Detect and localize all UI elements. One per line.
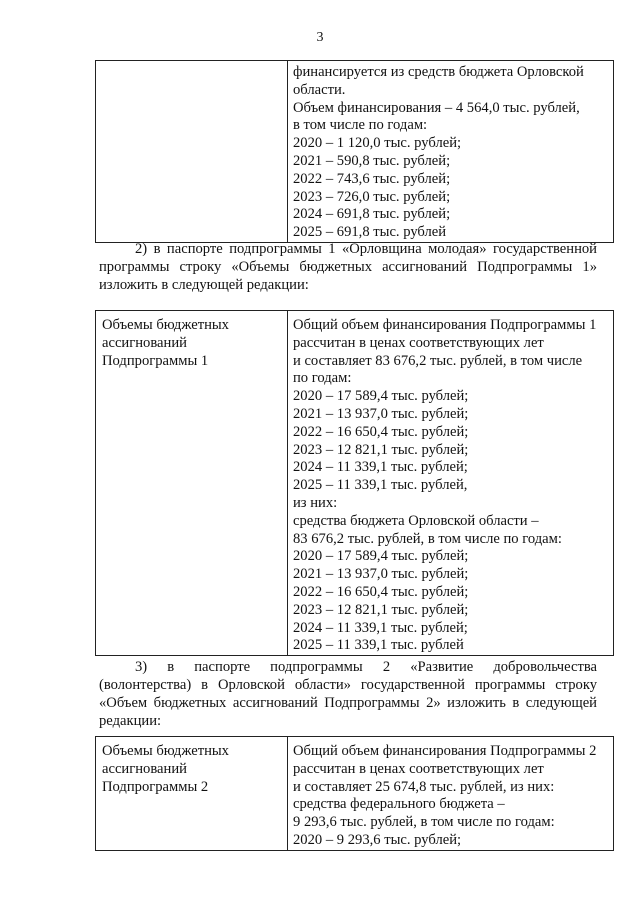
table1-line: Объем финансирования – 4 564,0 тыс. рублей, — [293, 99, 580, 116]
table3-line: Общий объем финансирования Подпрограммы 2 — [293, 743, 597, 759]
table3-label-line: Подпрограммы 2 — [102, 778, 209, 795]
table2-line: 2020 – 17 589,4 тыс. рублей; — [293, 548, 469, 565]
table2-line: и составляет 83 676,2 тыс. рублей, в том числе — [293, 352, 583, 369]
table2-line: 2021 – 13 937,0 тыс. рублей; — [293, 405, 469, 422]
table2-value-cell — [288, 311, 614, 656]
paragraph-3-line: 3) в паспорте подпрограммы 2 «Развитие добровольчества — [135, 659, 597, 675]
table2-line: из них: — [293, 494, 338, 511]
table3-line: 2020 – 9 293,6 тыс. рублей; — [293, 831, 462, 848]
table2-line: 2025 – 11 339,1 тыс. рублей, — [293, 477, 468, 494]
table2-line: 2024 – 11 339,1 тыс. рублей; — [293, 619, 468, 636]
table2-label-line: Объемы бюджетных — [102, 317, 229, 333]
paragraph-2-line: изложить в следующей редакции: — [99, 277, 309, 293]
paragraph-3-line: «Объем бюджетных ассигнований Подпрограммы 2» изложить в следующей — [99, 695, 597, 711]
table3-line: и составляет 25 674,8 тыс. рублей, из них: — [293, 778, 555, 795]
table2-line: средства бюджета Орловской области – — [293, 512, 539, 529]
table2-line: Общий объем финансирования Подпрограммы 1 — [293, 317, 597, 333]
table2-label-cell — [96, 311, 288, 656]
table2-line: рассчитан в ценах соответствующих лет — [293, 334, 544, 351]
paragraph-3-line: (волонтерства) в Орловской области» государственной программы строку — [99, 677, 597, 693]
paragraph-3-line: редакции: — [99, 713, 162, 729]
table1-line: 2021 – 590,8 тыс. рублей; — [293, 152, 451, 169]
table2-line: по годам: — [293, 370, 352, 387]
table1-line: 2020 – 1 120,0 тыс. рублей; — [293, 135, 462, 152]
table2-line: 2022 – 16 650,4 тыс. рублей; — [293, 583, 469, 600]
table1-right-cell — [288, 61, 614, 243]
paragraph-3 — [99, 658, 597, 730]
table2-line: 2023 – 12 821,1 тыс. рублей; — [293, 441, 469, 458]
table-subprogram-1-funding — [95, 310, 614, 656]
paragraph-2 — [99, 240, 597, 294]
table2-line: 2020 – 17 589,4 тыс. рублей; — [293, 388, 469, 405]
table2-label-line: ассигнований — [102, 334, 187, 351]
table2-line: 2022 – 16 650,4 тыс. рублей; — [293, 423, 469, 440]
table3-line: 9 293,6 тыс. рублей, в том числе по годам: — [293, 814, 555, 831]
table1-line: 2022 – 743,6 тыс. рублей; — [293, 170, 451, 187]
table1-left-cell — [96, 61, 288, 243]
paragraph-2-line: 2) в паспорте подпрограммы 1 «Орловщина молодая» государственной — [135, 241, 597, 257]
table2-line: 2024 – 11 339,1 тыс. рублей; — [293, 459, 468, 476]
table3-value-cell — [288, 737, 614, 851]
page-number: 3 — [316, 30, 324, 45]
table3-line: рассчитан в ценах соответствующих лет — [293, 760, 544, 777]
table-subprogram-2-funding — [95, 736, 614, 851]
table2-line: 2021 – 13 937,0 тыс. рублей; — [293, 566, 469, 583]
table1-line: в том числе по годам: — [293, 117, 428, 134]
table-continued-funding — [95, 60, 614, 243]
table3-line: средства федерального бюджета – — [293, 796, 505, 813]
table3-label-line: ассигнований — [102, 760, 187, 777]
table1-line: 2023 – 726,0 тыс. рублей; — [293, 188, 451, 205]
table1-line: 2025 – 691,8 тыс. рублей — [293, 224, 447, 241]
table3-label-line: Объемы бюджетных — [102, 743, 229, 759]
table1-line: финансируется из средств бюджета Орловской — [293, 64, 584, 80]
table1-line: 2024 – 691,8 тыс. рублей; — [293, 206, 451, 223]
table2-label-line: Подпрограммы 1 — [102, 352, 209, 369]
table2-line: 2023 – 12 821,1 тыс. рублей; — [293, 601, 469, 618]
table3-label-cell — [96, 737, 288, 851]
table2-line: 2025 – 11 339,1 тыс. рублей — [293, 637, 464, 654]
table2-line: 83 676,2 тыс. рублей, в том числе по годам: — [293, 530, 562, 547]
table1-line: области. — [293, 81, 346, 98]
paragraph-2-line: программы строку «Объемы бюджетных ассигнований Подпрограммы 1» — [99, 259, 597, 275]
